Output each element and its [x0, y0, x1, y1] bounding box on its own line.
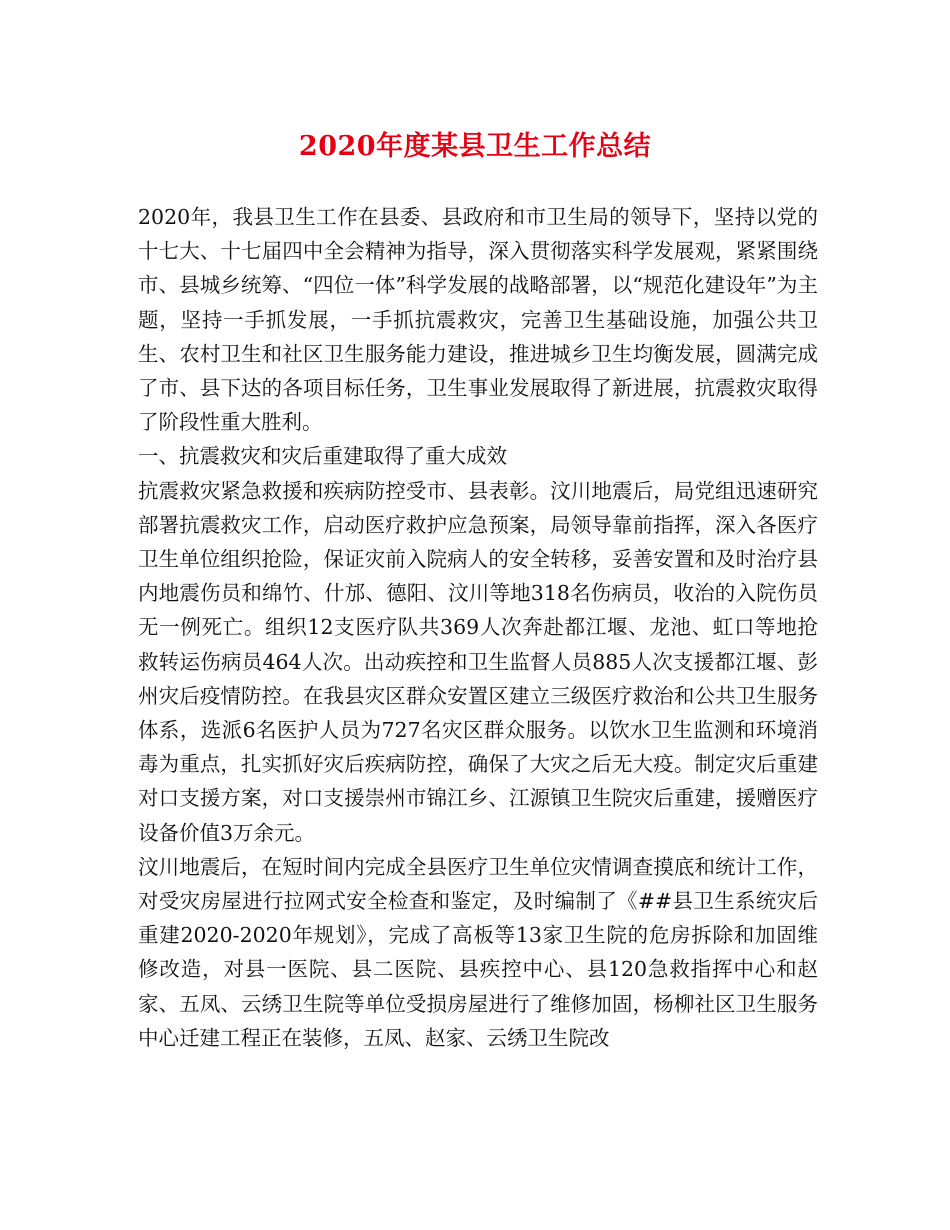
paragraph-reconstruction: 汶川地震后，在短时间内完成全县医疗卫生单位灾情调查摸底和统计工作，对受灾房屋进行拉网式安全检查和鉴定，及时编制了《##县卫生系统灾后重建2020-2020年规划》，完成了高板等13家卫生院的危房拆除和加固维修改造，对县一医院、县二医院、县疾控中心、县120急救指挥中心和赵家、五凤、云绣卫生院等单位受损房屋进行了维修加固，杨柳社区卫生服务中心迁建工程正在装修，五凤、赵家、云绣卫生院改	[138, 854, 818, 1050]
paragraph-emergency-relief: 抗震救灾紧急救援和疾病防控受市、县表彰。汶川地震后，局党组迅速研究部署抗震救灾工作，启动医疗救护应急预案，局领导靠前指挥，深入各医疗卫生单位组织抢险，保证灾前入院病人的安全转移，妥善安置和及时治疗县内地震伤员和绵竹、什邡、德阳、汶川等地318名伤病员，收治的入院伤员无一例死亡。组织12支医疗队共369人次奔赴都江堰、龙池、虹口等地抢救转运伤病员464人次。出动疾控和卫生监督人员885人次支援都江堰、彭州灾后疫情防控。在我县灾区群众安置区建立三级医疗救治和公共卫生服务体系，选派6名医护人员为727名灾区群众服务。以饮水卫生监测和环境消毒为重点，扎实抓好灾后疾病防控，确保了大灾之后无大疫。制定灾后重建对口支援方案，对口支援崇州市锦江乡、江源镇卫生院灾后重建，援赠医疗设备价值3万余元。	[138, 478, 818, 845]
section-heading-1: 一、抗震救灾和灾后重建取得了重大成效	[138, 444, 507, 469]
document-body	[138, 200, 818, 1055]
document-title: 2020年度某县卫生工作总结	[298, 131, 652, 162]
paragraph-intro: 2020年，我县卫生工作在县委、县政府和市卫生局的领导下，坚持以党的十七大、十七届四中全会精神为指导，深入贯彻落实科学发展观，紧紧围绕市、县城乡统筹、“四位一体”科学发展的战略部署，以“规范化建设年”为主题，坚持一手抓发展，一手抓抗震救灾，完善卫生基础设施，加强公共卫生、农村卫生和社区卫生服务能力建设，推进城乡卫生均衡发展，圆满完成了市、县下达的各项目标任务，卫生事业发展取得了新进展，抗震救灾取得了阶段性重大胜利。	[138, 205, 818, 435]
